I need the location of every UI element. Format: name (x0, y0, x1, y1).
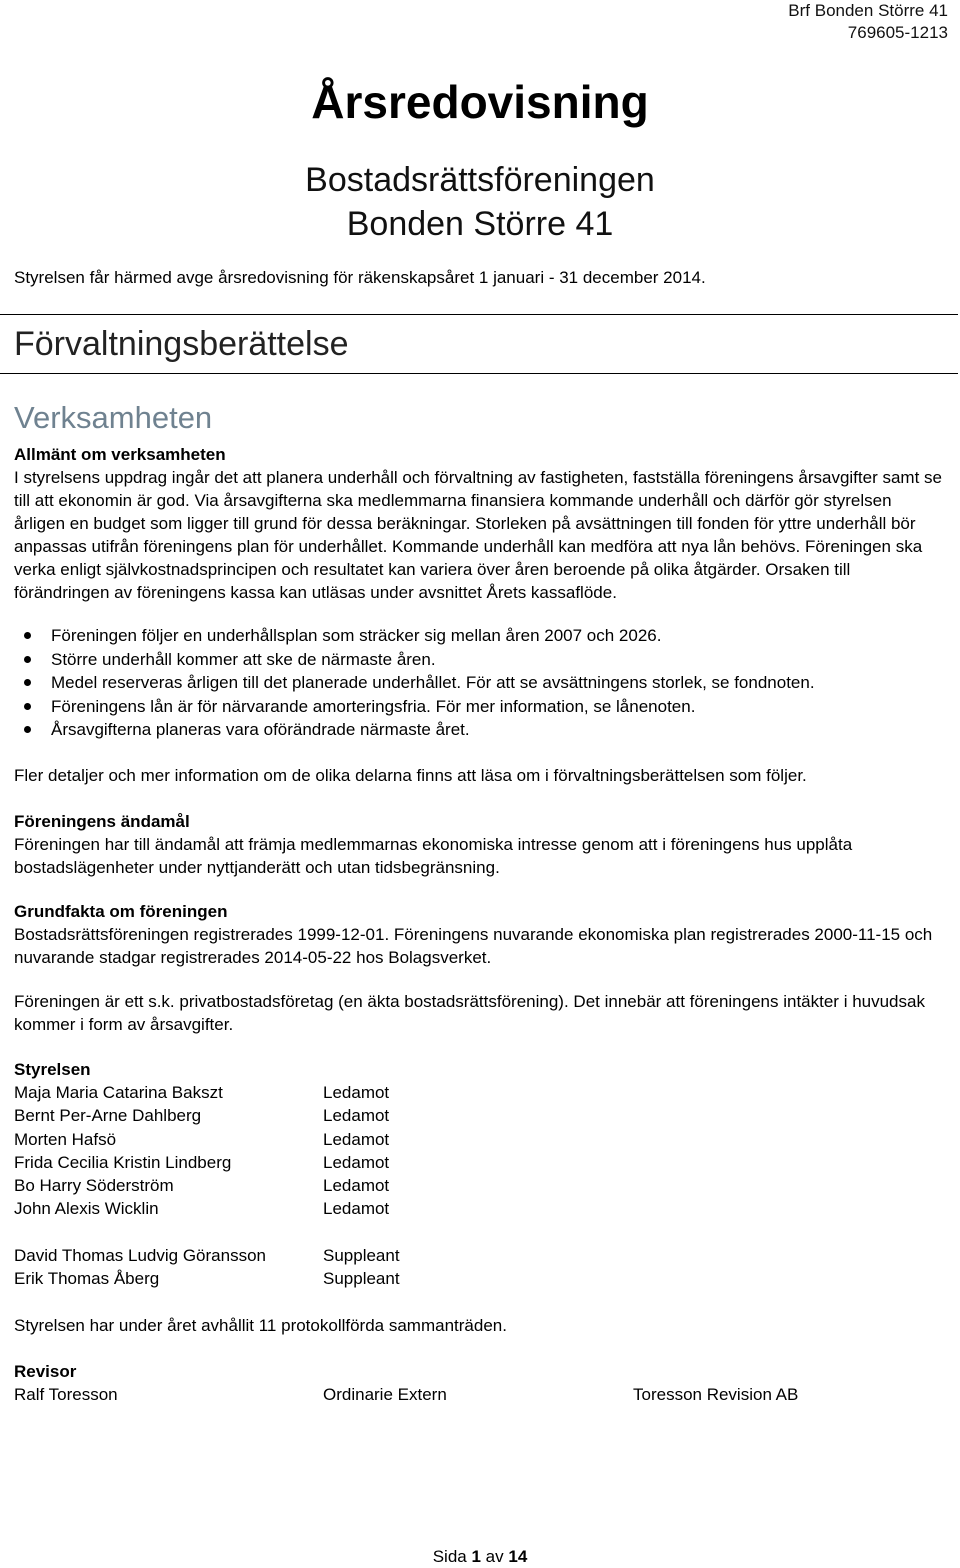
board-member-row (14, 1197, 400, 1220)
board-deputy-role: Suppleant (323, 1269, 400, 1289)
board-member-name: Bernt Per-Arne Dahlberg (14, 1106, 202, 1126)
document-header (788, 0, 948, 44)
board-deputy-name: David Thomas Ludvig Göransson (14, 1246, 266, 1266)
spacer (14, 1221, 400, 1244)
board-member-role: Ledamot (323, 1129, 390, 1149)
header-org-name: Brf Bonden Större 41 (788, 1, 948, 20)
board-member-name: Frida Cecilia Kristin Lindberg (14, 1152, 232, 1172)
footer-prefix: Sida (432, 1547, 467, 1566)
intro-text: Styrelsen får härmed avge årsredovisning för räkenskapsåret 1 januari - 31 december 2014. (14, 268, 706, 287)
board-label-text: Styrelsen (14, 1060, 91, 1079)
board-member-role: Ledamot (323, 1083, 390, 1102)
page-footer (0, 1546, 960, 1568)
facts-label: Grundfakta om föreningen (14, 902, 228, 921)
list-item: Föreningens lån är för närvarande amorteringsfria. För mer information, se lånenoten. (14, 695, 946, 719)
auditor-name: Ralf Toresson (14, 1385, 118, 1404)
auditor-type: Ordinarie Extern (323, 1385, 447, 1404)
header-org-number: 769605-1213 (847, 23, 948, 42)
section-rule-top (0, 314, 958, 315)
board-label (14, 1058, 946, 1081)
board-member-name: Morten Hafsö (14, 1129, 117, 1149)
board-deputy-row (14, 1244, 400, 1267)
more-info-text: Fler detaljer och mer information om de olika delarna finns att läsa om i förvaltningsberättelsen som följer. (14, 766, 807, 785)
board-deputy-row (14, 1267, 400, 1290)
purpose-label: Föreningens ändamål (14, 812, 190, 831)
board-member-row (14, 1081, 400, 1104)
footer-page-total: 14 (508, 1547, 528, 1566)
board-member-role: Ledamot (323, 1176, 390, 1196)
general-label: Allmänt om verksamheten (14, 445, 226, 464)
auditor-label: Revisor (14, 1362, 77, 1381)
board-meetings-text: Styrelsen har under året avhållit 11 protokollförda sammanträden. (14, 1316, 507, 1335)
board-member-name: Maja Maria Catarina Bakszt (14, 1083, 223, 1102)
board-list (14, 1081, 400, 1291)
board-member-role: Ledamot (323, 1199, 390, 1219)
footer-page-number: 1 (471, 1547, 481, 1566)
section-heading: Förvaltningsberättelse (14, 325, 349, 363)
board-member-role: Ledamot (323, 1152, 390, 1172)
list-item: Större underhåll kommer att ske de närmaste åren. (14, 648, 946, 672)
board-deputy-name: Erik Thomas Åberg (14, 1269, 160, 1289)
general-text: I styrelsens uppdrag ingår det att planera underhåll och förvaltning av fastigheten, fastställa föreningens årsavgifter samt se till att ekonomin är god. Via årsavgifterna ska medlemmarna finansiera kommande underhåll och därför gör styrelsen årligen en budget som ligger till grund för dessa beräkningar. Storleken på avsättningen till fonden för yttre underhåll bör anpassas utifrån föreningens plan för underhållet. Kommande underhåll kan medföra att nya lån behövs. Föreningen ska verka enligt självkostnadsprincipen och resultatet kan variera över åren beroende på olika åtgärder. Orsaken till förändringen av föreningens kassa kan utläsas under avsnittet Årets kassaflöde. (14, 468, 942, 602)
list-item: Föreningen följer en underhållsplan som sträcker sig mellan åren 2007 och 2026. (14, 624, 946, 648)
section-rule-bottom (0, 373, 958, 374)
list-item: Medel reserveras årligen till det planerade underhållet. För att se avsättningens storlek, se fondnoten. (14, 671, 946, 695)
sub-heading: Verksamheten (14, 400, 213, 435)
facts-text-1: Bostadsrättsföreningen registrerades 1999-12-01. Föreningens nuvarande ekonomiska plan registrerades 2000-11-15 och nuvarande stadgar registrerades 2014-05-22 hos Bolagsverket. (14, 925, 933, 967)
board-member-row (14, 1104, 400, 1127)
facts-text-2: Föreningen är ett s.k. privatbostadsföretag (en äkta bostadsrättsförening). Det innebär att föreningens intäkter i huvudsak kommer i form av årsavgifter. (14, 992, 925, 1034)
board-member-row (14, 1128, 400, 1151)
bullet-list (14, 624, 946, 742)
auditor-row (14, 1383, 946, 1406)
auditor-firm: Toresson Revision AB (633, 1385, 799, 1404)
list-item: Årsavgifterna planeras vara oförändrade närmaste året. (14, 718, 946, 742)
board-deputy-role: Suppleant (323, 1246, 400, 1266)
board-member-role: Ledamot (323, 1106, 390, 1126)
purpose-text: Föreningen har till ändamål att främja medlemmarnas ekonomiska intresse genom att i föreningens hus upplåta bostadslägenheter under nyttjanderätt och utan tidsbegränsning. (14, 835, 853, 877)
board-member-row (14, 1151, 400, 1174)
organization-name-line2: Bonden Större 41 (346, 205, 614, 243)
document-title: Årsredovisning (311, 76, 649, 128)
auditor-section (14, 1360, 946, 1406)
board-member-name: John Alexis Wicklin (14, 1199, 159, 1219)
general-section (14, 443, 946, 604)
facts-section (14, 900, 946, 969)
organization-name-line1: Bostadsrättsföreningen (305, 161, 655, 199)
board-member-name: Bo Harry Söderström (14, 1176, 174, 1196)
organization-name (0, 158, 960, 246)
footer-separator: av (485, 1547, 504, 1566)
board-member-row (14, 1174, 400, 1197)
purpose-section (14, 810, 946, 879)
